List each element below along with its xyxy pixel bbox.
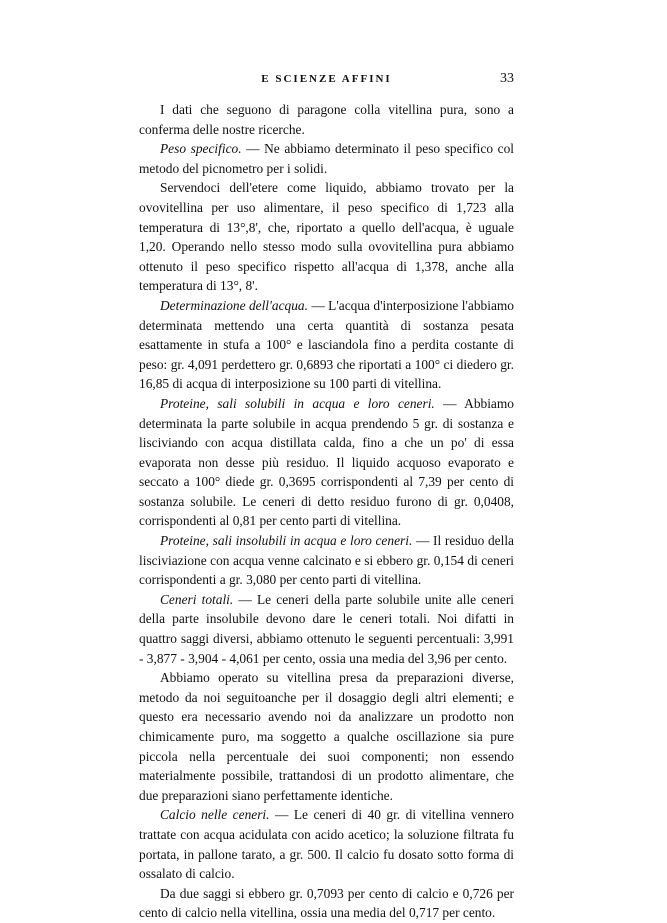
paragraph-text: — Abbiamo determinata la parte solubile in acqua prendendo 5 gr. di sostanza e lisciviando con acqua distillata calda, fino a che un po' di essa evaporata non desse più residuo. Il liquido acquoso evaporato e seccato a 100° diede gr. 0,3695 corrispondenti al 7,39 per cento di sostanza solubile. Le ceneri di detto residuo furono di gr. 0,0408, corrispondenti al 0,81 per cento parti di vitellina. [139, 395, 514, 529]
section-heading: Proteine, sali insolubili in acqua e loro ceneri. [160, 533, 413, 549]
paragraph-text: — Il residuo della lisciviazione con acqua venne calcinato e si ebbero gr. 0,154 di ceneri corrispondenti a gr. 3,080 per cento parti di vitellina. [139, 533, 514, 588]
section-heading: Determinazione dell'acqua. [160, 297, 308, 313]
paragraph-intro [139, 100, 514, 139]
paragraph-acqua [139, 296, 514, 394]
paragraph-preparazioni [139, 668, 514, 805]
paragraph-text: Servendoci dell'etere come liquido, abbiamo trovato per la ovovitellina per uso alimentare, il peso specifico di 1,723 alla temperatura di 13°,8', che, riportato a quello dell'acqua, è uguale 1,20. Operando nello stesso modo sulla ovovitellina pura abbiamo ottenuto il peso specifico rispetto all'acqua di 1,378, anche alla temperatura di 13°, 8'. [139, 180, 514, 294]
paragraph-text: Abbiamo operato su vitellina presa da preparazioni diverse, metodo da noi seguitoanche per il dosaggio degli altri elementi; e questo era necessario avendo noi da analizzare un prodotto non chimicamente puro, ma soggetto a qualche oscillazione sia pure piccola nella percentuale dei suoi componenti; non essendo materialmente possibile, trattandosi di un prodotto alimentare, che due preparazioni siano perfettamente identiche. [139, 670, 514, 803]
section-heading: Peso specifico. [160, 141, 242, 157]
paragraph-calcio [139, 805, 514, 883]
section-heading: Calcio nelle ceneri. [160, 807, 270, 823]
paragraph-text: Da due saggi si ebbero gr. 0,7093 per cento di calcio e 0,726 per cento di calcio nella vitellina, ossia una media del 0,717 per cento. [139, 885, 514, 921]
paragraph-text: — Le ceneri di 40 gr. di vitellina vennero trattate con acqua acidulata con acido acetico; la soluzione filtrata fu portata, in pallone tarato, a gr. 500. Il calcio fu dosato sotto forma di ossalato di calcio. [139, 807, 515, 882]
paragraph-etere [139, 178, 514, 296]
body-text [139, 100, 514, 923]
paragraph-text: — L'acqua d'interposizione l'abbiamo determinata mettendo una certa quantità di sostanza pesata esattamente in stufa a 100° e lasciandola fino a perdita costante di peso: gr. 4,091 perdettero gr. 0,6893 che riportati a 100° ci diedero gr. 16,85 di acqua di interposizione su 100 parti di vitellina. [139, 297, 514, 392]
paragraph-text: — Ne abbiamo determinato il peso specifico col metodo del picnometro per i solidi. [139, 141, 514, 176]
section-heading: Proteine, sali solubili in acqua e loro ceneri. [160, 395, 435, 411]
paragraph-media-calcio [139, 884, 514, 923]
paragraph-sali-solubili [139, 394, 514, 531]
paragraph-sali-insolubili [139, 531, 514, 590]
paragraph-text: I dati che seguono di paragone colla vitellina pura, sono a conferma delle nostre ricerche. [139, 102, 514, 137]
paragraph-text: — Le ceneri della parte solubile unite alle ceneri della parte insolubile devono dare le ceneri totali. Noi difatti in quattro saggi diversi, abbiamo ottenuto le seguenti percentuali: 3,991 - 3,877 - 3,904 - 4,061 per cento, ossia una media del 3,96 per cento. [139, 591, 515, 666]
page-header [139, 71, 514, 91]
paragraph-peso-specifico [139, 139, 514, 178]
running-head: E SCIENZE AFFINI [261, 73, 392, 85]
paragraph-ceneri-totali [139, 590, 514, 668]
page-number: 33 [500, 71, 514, 86]
section-heading: Ceneri totali. [160, 591, 234, 607]
